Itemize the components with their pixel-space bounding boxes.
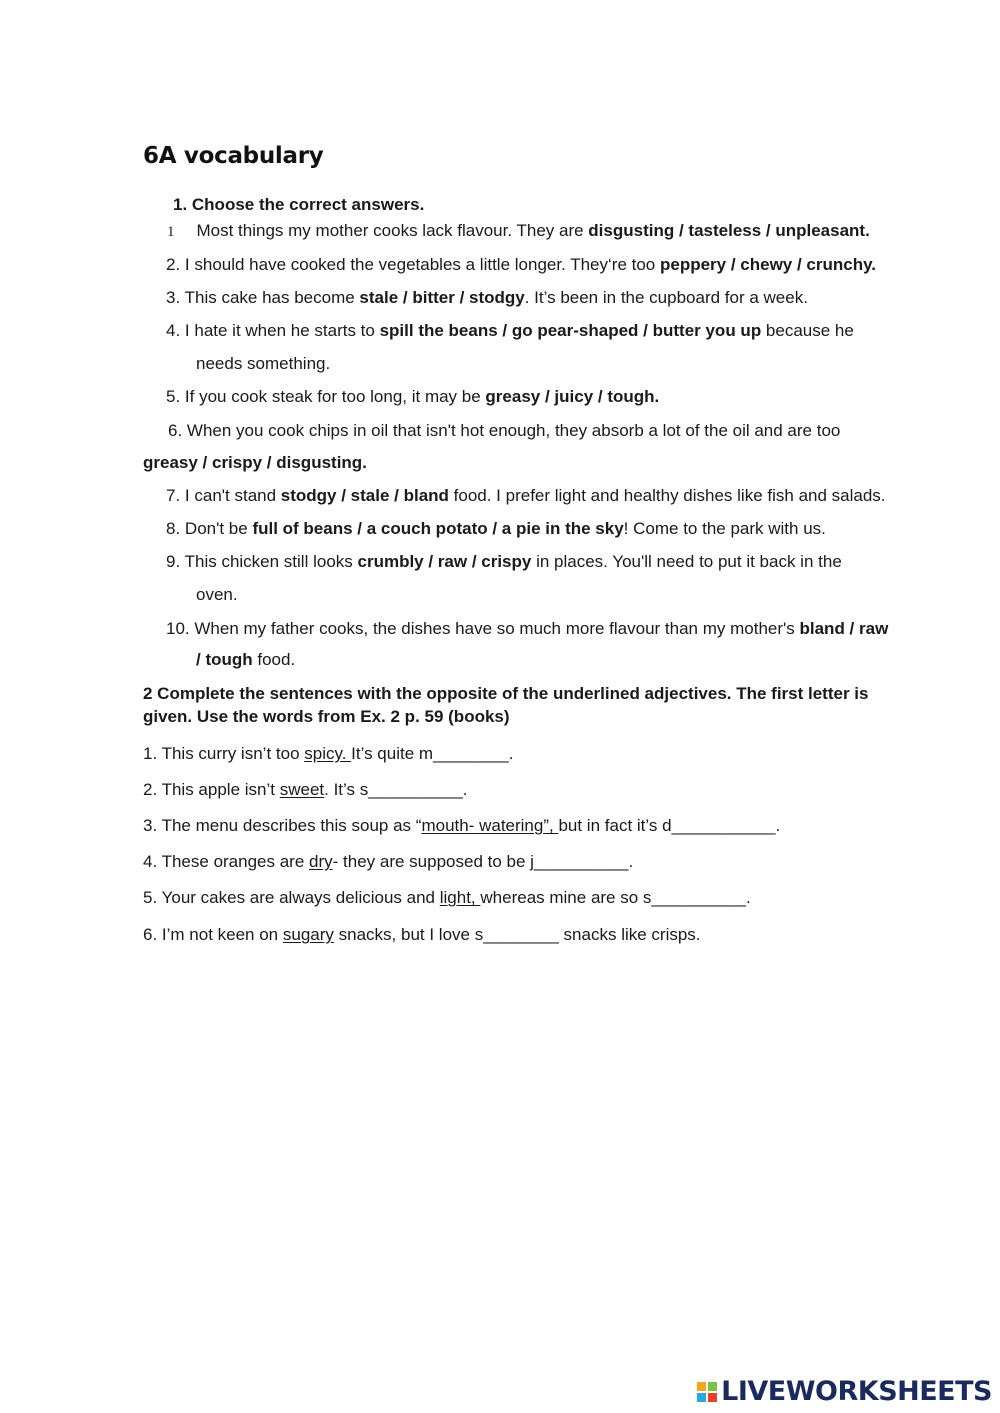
logo-text: LIVEWORKSHEETS [721, 1376, 992, 1407]
answer-options[interactable]: peppery / chewy / crunchy. [659, 255, 877, 274]
underlined-adjective: spicy. [304, 744, 352, 763]
ex1-item-1: 1 Most things my mother cooks lack flavour. They are disgusting / tasteless / unpleasant. [167, 221, 870, 240]
answer-options[interactable]: bland / raw [799, 619, 889, 638]
fill-in-blank[interactable]: - they are supposed to be j__________. [332, 852, 634, 871]
liveworksheets-logo[interactable] [697, 1376, 992, 1407]
fill-in-blank[interactable]: It’s quite m________. [351, 744, 514, 763]
page-title: 6A vocabulary [143, 143, 324, 169]
fill-in-blank[interactable]: whereas mine are so s__________. [480, 888, 751, 907]
answer-options[interactable]: / tough [196, 650, 253, 669]
answer-options[interactable]: spill the beans / go pear-shaped / butter you up [379, 321, 762, 340]
exercise-1-heading: 1. Choose the correct answers. [173, 195, 425, 214]
ex2-item-6: 6. I’m not keen on sugary snacks, but I love s________ snacks like crisps. [143, 925, 701, 944]
answer-options[interactable]: crumbly / raw / crispy [357, 552, 532, 571]
underlined-adjective: sweet [279, 780, 325, 799]
ex1-item-7: 7. I can't stand stodgy / stale / bland food. I prefer light and healthy dishes like fish and salads. [166, 486, 886, 505]
exercise-2-heading-line-1: 2 Complete the sentences with the opposite of the underlined adjectives. The first letter is [143, 684, 869, 703]
fill-in-blank[interactable]: but in fact it’s d___________. [558, 816, 781, 835]
ex1-item-9: 9. This chicken still looks crumbly / raw / crispy in places. You'll need to put it back in the [166, 552, 842, 571]
ex1-item-4-continued: needs something. [196, 354, 331, 373]
ex2-item-5: 5. Your cakes are always delicious and light, whereas mine are so s__________. [143, 888, 751, 907]
exercise-2-heading-line-2: given. Use the words from Ex. 2 p. 59 (books) [143, 707, 510, 726]
underlined-adjective: light, [439, 888, 481, 907]
ex2-item-4: 4. These oranges are dry- they are supposed to be j__________. [143, 852, 634, 871]
underlined-adjective: sugary [282, 925, 334, 944]
logo-square [708, 1382, 717, 1391]
ex1-item-2: 2. I should have cooked the vegetables a little longer. They‘re too peppery / chewy / crunchy. [166, 255, 877, 274]
ex1-item-10-continued: / tough food. [196, 650, 296, 669]
logo-square [697, 1393, 706, 1402]
ex2-item-1: 1. This curry isn’t too spicy. It’s quite m________. [143, 744, 514, 763]
logo-grid-icon [697, 1382, 717, 1402]
answer-options[interactable]: stodgy / stale / bland [280, 486, 449, 505]
answer-options[interactable]: greasy / juicy / tough. [485, 387, 660, 406]
underlined-adjective: mouth- watering”, [421, 816, 559, 835]
underlined-adjective: dry [309, 852, 333, 871]
answer-options[interactable]: stale / bitter / stodgy [359, 288, 525, 307]
answer-options[interactable]: full of beans / a couch potato / a pie in the sky [252, 519, 624, 538]
ex1-item-9-continued: oven. [196, 585, 238, 604]
fill-in-blank[interactable]: . It’s s__________. [324, 780, 468, 799]
logo-square [708, 1393, 717, 1402]
ex2-item-3: 3. The menu describes this soup as “mouth- watering”, but in fact it’s d___________. [143, 816, 781, 835]
ex1-item-8: 8. Don't be full of beans / a couch potato / a pie in the sky! Come to the park with us. [166, 519, 826, 538]
ex1-item-4: 4. I hate it when he starts to spill the beans / go pear-shaped / butter you up because he [166, 321, 854, 340]
answer-options[interactable]: greasy / crispy / disgusting. [143, 453, 367, 472]
fill-in-blank[interactable]: snacks, but I love s________ snacks like crisps. [333, 925, 701, 944]
ex2-item-2: 2. This apple isn’t sweet. It’s s__________. [143, 780, 468, 799]
ex1-item-10: 10. When my father cooks, the dishes have so much more flavour than my mother's bland / raw [166, 619, 889, 638]
ex1-item-5: 5. If you cook steak for too long, it may be greasy / juicy / tough. [166, 387, 660, 406]
ex1-item-6: 6. When you cook chips in oil that isn't hot enough, they absorb a lot of the oil and are too [168, 421, 841, 440]
answer-options[interactable]: disgusting / tasteless / unpleasant. [588, 221, 870, 240]
logo-square [697, 1382, 706, 1391]
ex1-item-3: 3. This cake has become stale / bitter / stodgy. It’s been in the cupboard for a week. [166, 288, 808, 307]
